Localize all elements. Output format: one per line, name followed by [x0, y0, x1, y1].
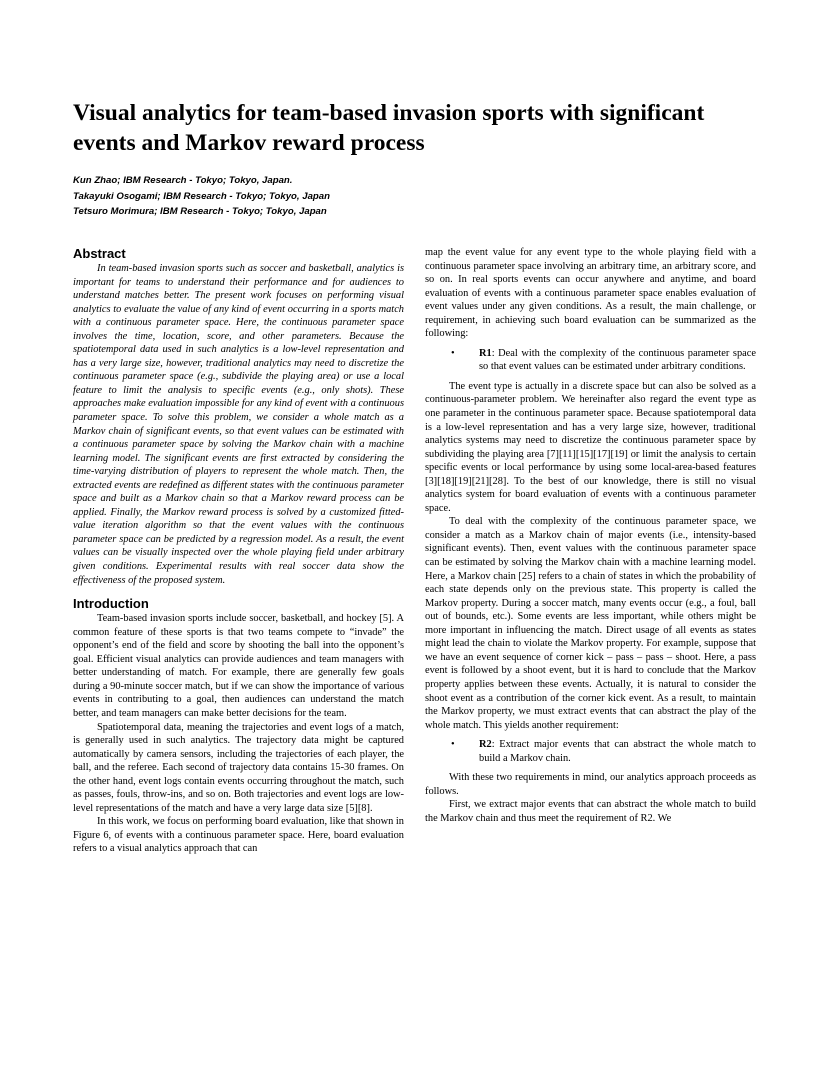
- requirement-item: [479, 347, 756, 374]
- author-line: Takayuki Osogami; IBM Research - Tokyo; Tokyo, Japan: [73, 190, 330, 202]
- paper-title: Visual analytics for team-based invasion sports with significant events and Markov reward process: [73, 100, 705, 156]
- right-column: [425, 246, 756, 825]
- body-paragraph: Team-based invasion sports include soccer, basketball, and hockey [5]. A common feature of these sports is that two teams compete to “invade” the opponent’s end of the field and score by shooting the ball into the opponent’s goal. Efficient visual analytics can provide audiences and team managers with better understanding of match. For example, there are generally few goals during a 90-minute soccer match, but if we can show the importance of various events in contributing to a goal, then audiences can understand the match better, and team managers can make better decisions for the team.: [73, 613, 404, 719]
- requirement-list: [425, 347, 756, 374]
- requirement-label: R1: [479, 347, 492, 359]
- body-paragraph: First, we extract major events that can abstract the whole match to build the Markov chain and thus meet the requirement of R2. We: [425, 799, 756, 824]
- introduction-heading: Introduction: [73, 596, 149, 612]
- body-paragraph: map the event value for any event type to the whole playing field with a continuous parameter space involving an arbitrary time, an arbitrary score, and so on. In real sports events can occur anywhere and anytime, and board evaluation of events with a continuous parameter space enables evaluation of event values under any given conditions. As a result, the main challenge, or requirement, in achieving such board evaluation can be summarized as the following:: [425, 247, 756, 340]
- abstract-heading: Abstract: [73, 246, 126, 261]
- requirement-label: R2: [479, 739, 492, 751]
- body-paragraph: With these two requirements in mind, our analytics approach proceeds as follows.: [425, 772, 756, 797]
- requirement-text: : Extract major events that can abstract the whole match to build a Markov chain.: [479, 739, 756, 764]
- author-line: Kun Zhao; IBM Research - Tokyo; Tokyo, Japan.: [73, 175, 293, 186]
- abstract-text: In team-based invasion sports such as soccer and basketball, analytics is important for teams to understand their performance and for audiences to understand matches better. The present work focuses on performing visual analytics to evaluate the value of any kind of event occurring in a sports match with a continuous parameter space. Here, the continuous parameter space involves the time, location, score, and other parameters. Because the spatiotemporal data used in such analytics is a low-level representation and has a very large size, however, traditional analytics may need to discretize the continuous parameter space (e.g., subdivide the playing area) or use a local feature to limit the analysis to specific events (e.g., only shots). These approaches make evaluation impossible for any kind of event with a continuous parameter space. To solve this problem, we consider a whole match as a Markov chain of significant events, so that event values can be estimated with a continuous parameter space by solving the Markov chain with a machine learning model. The significant events are first extracted by considering the time-varying distribution of players to represent the whole match. Then, the extracted events are redefined as different states with the continuous parameter space and built as a Markov chain so that a Markov reward process can be applied. Finally, the Markov reward process is solved by a customized fitted-value iteration algorithm so that the event values with the continuous parameter space can be predicted by a regression model. As a result, the event values can be visually inspected over the whole playing field under arbitrary given conditions. Experimental results with real soccer data show the effectiveness of the proposed system.: [73, 263, 404, 586]
- requirement-text: : Deal with the complexity of the continuous parameter space so that event values can be estimated under arbitrary conditions.: [479, 347, 756, 373]
- author-list: [73, 173, 523, 220]
- requirement-item: [479, 738, 756, 765]
- body-paragraph: In this work, we focus on performing board evaluation, like that shown in Figure 6, of events with a continuous parameter space. Here, board evaluation refers to a visual analytics approach that can: [73, 816, 404, 855]
- author-line: Tetsuro Morimura; IBM Research - Tokyo; Tokyo, Japan: [73, 206, 327, 218]
- body-paragraph: The event type is actually in a discrete space but can also be solved as a continuous-parameter problem. We hereinafter also regard the event type as one parameter in the continuous parameter space. Because spatiotemporal data is a low-level representation and has a very large size, however, traditional analytics systems may need to discretize the continuous parameter space by subdividing the playing area [7][11][15][17][19] or limit the analysis to certain specific events or local performance by using some local-area-based features [3][18][19][21][28]. To the best of our knowledge, there is still no visual analytics system for board evaluation of events with a continuous parameter space.: [425, 380, 756, 514]
- body-paragraph: Spatiotemporal data, meaning the trajectories and event logs of a match, is generally used in such analytics. The trajectory data might be captured automatically by camera sensors, including the trajectories of each player, the ball, and the referee. Each second of trajectory data contains 15-30 frames. On the other hand, event logs contain events occurring throughout the match, such as passes, fouls, throw-ins, and so on. Both trajectories and event logs are low-level representations of the match and have a very large data size [5][8].: [73, 721, 404, 814]
- left-column: [73, 246, 404, 856]
- body-paragraph: To deal with the complexity of the continuous parameter space, we consider a match as a Markov chain of major events (i.e., intensity-based significant events). Then, event values with the continuous parameter space can be estimated by solving the Markov chain with a machine learning model. Here, a Markov chain [25] refers to a chain of states in which the probability of each state depends only on the previous state. This property is called the Markov property. During a soccer match, many events occur (e.g., a foul, ball out of bounds, etc.). Some events are less important, while others might be more important in influencing the match. Direct usage of all events as states might lead the chain to violate the Markov property. For example, suppose that we have an event sequence of corner kick – pass – pass – shoot. Here, a pass event is followed by a shoot event, but it is hard to conclude that the Markov property applies between these events. Actually, it is natural to consider the shoot event as a contribution of the corner kick event. As a result, to maintain the Markov property, we must extract events that can abstract the play of the whole match. This yields another requirement:: [425, 516, 756, 731]
- requirement-list: [425, 738, 756, 765]
